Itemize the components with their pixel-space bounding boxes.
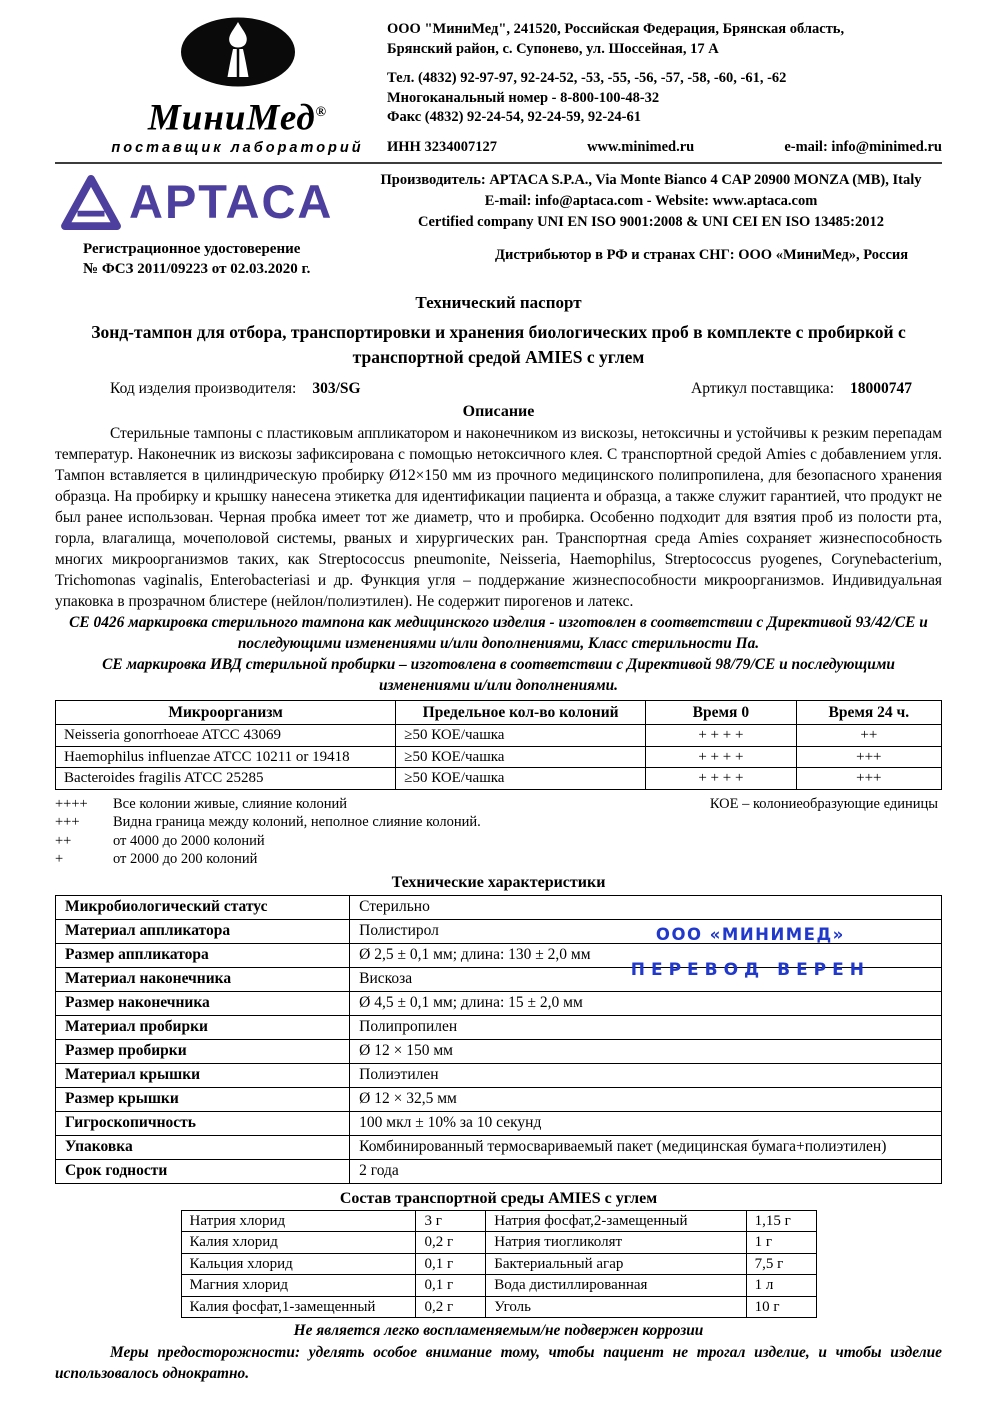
legend-symbol: + — [55, 851, 64, 867]
description-paragraph: Стерильные тампоны с пластиковым аппликатором и наконечником из вискозы, нетоксичны и устойчивы к резким перепадам температур. Наконечник из вискозы зафиксирована с помощью нетоксичного клея. С транспортной средой Amies с добавлением угля. Тампон вставляется в цилиндрическую пробирку Ø12×150 мм из прочного медицинского полипропилена, для безопасного хранения образца. На пробирку и крышку нанесена этикетка для идентификации пациента и образца, а также служит гарантией, что продукт не был ранее использован. Черная пробка имеет тот же диаметр, что и пробирка. Особенно подходит для взятия проб из полости рта, горла, влагалища, мочеполовой системы, рваных и хирургических ран. Транспортная среда Amies сохраняет жизнеспособность многих микроорганизмов таких, как Streptococcus pneumonite, Neisseria, Haemophilus, Streptococcus pyogenes, Corynebacterium, Trichomonas vaginalis, Enterobacteriasi и др. Функция угля – поддержание жизнеспособности микроорганизмов. Индивидуальная упаковка в прозрачном блистере (нейлон/полиэтилен). Не содержит пирогенов и латекс. — [55, 425, 942, 610]
composition-row — [181, 1296, 816, 1318]
micro-organism-cell: Neisseria gonorrhoeae ATCC 43069 — [56, 725, 396, 747]
spec-value-cell: Ø 2,5 ± 0,1 мм; длина: 130 ± 2,0 мм — [350, 943, 942, 967]
website-text: www.minimed.ru — [587, 138, 695, 155]
brand-tagline: поставщик лабораторий — [111, 140, 364, 157]
comp-amount-cell: 0,2 г — [416, 1296, 486, 1318]
microorganism-table — [55, 700, 942, 790]
micro-table-row — [56, 746, 942, 768]
manufacturer-contact-line: E-mail: info@aptaca.com - Website: www.aptaca.com — [484, 193, 818, 209]
spec-label-cell: Материал пробирки — [56, 1015, 350, 1039]
spec-value-cell: Комбинированный термосвариваемый пакет (медицинская бумага+полиэтилен) — [350, 1135, 942, 1159]
comp-amount-cell: 1,15 г — [746, 1210, 816, 1232]
spec-row — [56, 1135, 942, 1159]
comp-amount-cell: 10 г — [746, 1296, 816, 1318]
ce-marking-note-2: СЕ маркировка ИВД стерильной пробирки – изготовлена в соответствии с Директивой 98/79/СЕ и последующими изменениями и/или дополнениями. — [102, 656, 895, 694]
ce-marking-note-1: СЕ 0426 маркировка стерильного тампона как медицинского изделия - изготовлен в соответствии с Директивой 93/42/СЕ и последующими изменениями и/или дополнениями, Класс стерильности Па. — [69, 614, 928, 652]
registered-trademark-symbol: ® — [315, 105, 328, 120]
micro-header-colony-limit: Предельное кол-во колоний — [396, 701, 646, 725]
spec-label-cell: Срок годности — [56, 1159, 350, 1183]
comp-amount-cell: 0,1 г — [416, 1253, 486, 1275]
spec-value-cell: Полипропилен — [350, 1015, 942, 1039]
spec-label-cell: Размер аппликатора — [56, 943, 350, 967]
spec-row — [56, 1063, 942, 1087]
legend-item — [55, 850, 942, 869]
company-address — [387, 20, 942, 59]
micro-time24-cell: ++ — [796, 725, 941, 747]
specs-section — [55, 895, 942, 1184]
spec-value-cell: Стерильно — [350, 895, 942, 919]
address-line: ООО "МиниМед", 241520, Российская Федерация, Брянская область, — [387, 21, 845, 37]
stamp-company-name: ООО «МИНИМЕД» — [655, 924, 845, 944]
manufacturer-line: Производитель: APTACA S.P.A., Via Monte Bianco 4 CAP 20900 MONZA (MB), Italy — [380, 172, 922, 188]
spec-value-cell: 2 года — [350, 1159, 942, 1183]
micro-time0-cell: + + + + — [646, 768, 797, 790]
spec-row — [56, 895, 942, 919]
legend-text: Видна граница между колоний, неполное слияние колоний. — [113, 814, 481, 830]
spec-label-cell: Гигроскопичность — [56, 1111, 350, 1135]
email-text: e-mail: info@minimed.ru — [784, 138, 942, 155]
legend-item — [55, 832, 942, 851]
certification-line: Certified company UNI EN ISO 9001:2008 & UNI CEI EN ISO 13485:2012 — [417, 214, 885, 230]
registration-line: Регистрационное удостоверение — [83, 241, 301, 257]
spec-label-cell: Материал крышки — [56, 1063, 350, 1087]
registration-row — [55, 237, 942, 281]
legend-symbol: +++ — [55, 814, 80, 830]
minimed-candle-icon — [179, 16, 297, 88]
specs-heading: Технические характеристики — [391, 873, 606, 891]
comp-name-cell: Кальция хлорид — [181, 1253, 416, 1275]
spec-value-cell: Ø 12 × 32,5 мм — [350, 1087, 942, 1111]
spec-label-cell: Микробиологический статус — [56, 895, 350, 919]
aptaca-wordmark: APTACA — [129, 175, 334, 228]
company-ids-row — [387, 138, 942, 158]
inn-number: ИНН 3234007127 — [387, 138, 497, 155]
manufacturer-code-label: Код изделия производителя: — [110, 380, 297, 397]
comp-amount-cell: 0,2 г — [416, 1232, 486, 1254]
comp-name-cell: Бактериальный агар — [486, 1253, 746, 1275]
spec-row — [56, 1159, 942, 1183]
legend-text: от 2000 до 200 колоний — [113, 851, 258, 867]
micro-time24-cell: +++ — [796, 768, 941, 790]
address-line: Брянский район, с. Супонево, ул. Шоссейная, 17 А — [387, 40, 719, 57]
micro-table-row — [56, 768, 942, 790]
aptaca-a-icon — [61, 174, 121, 230]
registration-certificate — [83, 239, 310, 279]
spec-value-cell: Полистирол — [350, 919, 942, 943]
spec-label-cell: Материал аппликатора — [56, 919, 350, 943]
translation-stamp — [631, 925, 870, 980]
registration-number: № ФСЗ 2011/09223 от 02.03.2020 г. — [83, 261, 311, 277]
stamp-translation-verified: ПЕРЕВОД ВЕРЕН — [630, 959, 870, 980]
spec-value-cell: Ø 4,5 ± 0,1 мм; длина: 15 ± 2,0 мм — [350, 991, 942, 1015]
spec-label-cell: Размер крышки — [56, 1087, 350, 1111]
spec-row — [56, 1015, 942, 1039]
comp-amount-cell: 1 л — [746, 1275, 816, 1297]
comp-name-cell: Уголь — [486, 1296, 746, 1318]
supplier-article-value: 18000747 — [850, 380, 912, 397]
spec-value-cell: Полиэтилен — [350, 1063, 942, 1087]
micro-limit-cell: ≥50 КОЕ/чашка — [396, 725, 646, 747]
comp-name-cell: Натрия тиогликолят — [486, 1232, 746, 1254]
document-title: Технический паспорт — [415, 293, 582, 312]
flammability-note: Не является легко воспламеняемым/не подвержен коррозии — [293, 1322, 704, 1339]
manufacturer-code-value: 303/SG — [312, 380, 361, 397]
comp-amount-cell: 3 г — [416, 1210, 486, 1232]
spec-label-cell: Размер наконечника — [56, 991, 350, 1015]
composition-heading: Состав транспортной среды AMIES с углем — [339, 1189, 658, 1207]
composition-row — [181, 1275, 816, 1297]
composition-row — [181, 1210, 816, 1232]
comp-name-cell: Натрия фосфат,2-замещенный — [486, 1210, 746, 1232]
spec-row — [56, 1087, 942, 1111]
comp-amount-cell: 7,5 г — [746, 1253, 816, 1275]
micro-header-time24: Время 24 ч. — [796, 701, 941, 725]
comp-amount-cell: 0,1 г — [416, 1275, 486, 1297]
legend-text: от 4000 до 2000 колоний — [113, 832, 265, 849]
supplier-article-label: Артикул поставщика: — [691, 380, 834, 397]
comp-name-cell: Вода дистиллированная — [486, 1275, 746, 1297]
aptaca-logo — [55, 174, 360, 230]
comp-name-cell: Натрия хлорид — [181, 1210, 416, 1232]
legend-symbol: ++ — [55, 832, 72, 849]
micro-limit-cell: ≥50 КОЕ/чашка — [396, 768, 646, 790]
micro-time24-cell: +++ — [796, 746, 941, 768]
comp-name-cell: Магния хлорид — [181, 1275, 416, 1297]
legend-text: Все колонии живые, слияние колоний — [113, 795, 347, 812]
micro-organism-cell: Bacteroides fragilis ATCC 25285 — [56, 768, 396, 790]
spec-label-cell: Размер пробирки — [56, 1039, 350, 1063]
micro-table-row — [56, 725, 942, 747]
spec-row — [56, 1039, 942, 1063]
supplier-article — [691, 380, 912, 398]
micro-organism-cell: Haemophilus influenzae ATCC 10211 or 19418 — [56, 746, 396, 768]
micro-header-time0: Время 0 — [646, 701, 797, 725]
letterhead — [55, 14, 942, 164]
company-contacts — [387, 20, 942, 157]
spec-value-cell: Ø 12 × 150 мм — [350, 1039, 942, 1063]
legend-block — [55, 795, 942, 869]
comp-name-cell: Калия фосфат,1-замещенный — [181, 1296, 416, 1318]
koe-definition: КОЕ – колониеобразующие единицы — [709, 795, 938, 812]
spec-row — [56, 1111, 942, 1135]
micro-limit-cell: ≥50 КОЕ/чашка — [396, 746, 646, 768]
manufacturer-info — [360, 170, 942, 233]
micro-time0-cell: + + + + — [646, 725, 797, 747]
spec-value-cell: 100 мкл ± 10% за 10 секунд — [350, 1111, 942, 1135]
fax-line: Факс (4832) 92-24-54, 92-24-59, 92-24-61 — [387, 109, 642, 125]
micro-table-header-row — [56, 701, 942, 725]
minimed-logo — [95, 16, 380, 156]
comp-name-cell: Калия хлорид — [181, 1232, 416, 1254]
brand-name: МиниМед — [147, 97, 316, 139]
micro-time0-cell: + + + + — [646, 746, 797, 768]
manufacturer-block — [55, 170, 942, 233]
precautions-note: Меры предосторожности: уделять особое внимание тому, чтобы пациент не трогал изделие, и чтобы изделие использовалось однократно. — [55, 1344, 942, 1382]
micro-header-organism: Микроорганизм — [56, 701, 396, 725]
manufacturer-code — [110, 380, 361, 398]
spec-label-cell: Упаковка — [56, 1135, 350, 1159]
hotline-line: Многоканальный номер - 8-800-100-48-32 — [387, 89, 660, 106]
composition-row — [181, 1232, 816, 1254]
company-phones — [387, 69, 942, 128]
composition-table — [181, 1210, 817, 1319]
product-codes-row — [55, 380, 942, 398]
spec-row — [56, 991, 942, 1015]
minimed-logo-name — [95, 93, 380, 138]
distributor-line: Дистрибьютор в РФ и странах СНГ: ООО «МиниМед», Россия — [495, 247, 909, 263]
spec-label-cell: Материал наконечника — [56, 967, 350, 991]
product-title: Зонд-тампон для отбора, транспортировки и хранения биологических проб в комплекте с пробиркой с транспортной средой AMIES с углем — [91, 322, 906, 367]
spec-value-cell: Вискоза — [350, 967, 942, 991]
phone-line: Тел. (4832) 92-97-97, 92-24-52, -53, -55, -56, -57, -58, -60, -61, -62 — [387, 70, 787, 86]
legend-item — [55, 813, 942, 832]
legend-symbol: ++++ — [55, 795, 88, 812]
description-heading: Описание — [462, 403, 535, 420]
comp-amount-cell: 1 г — [746, 1232, 816, 1254]
composition-row — [181, 1253, 816, 1275]
